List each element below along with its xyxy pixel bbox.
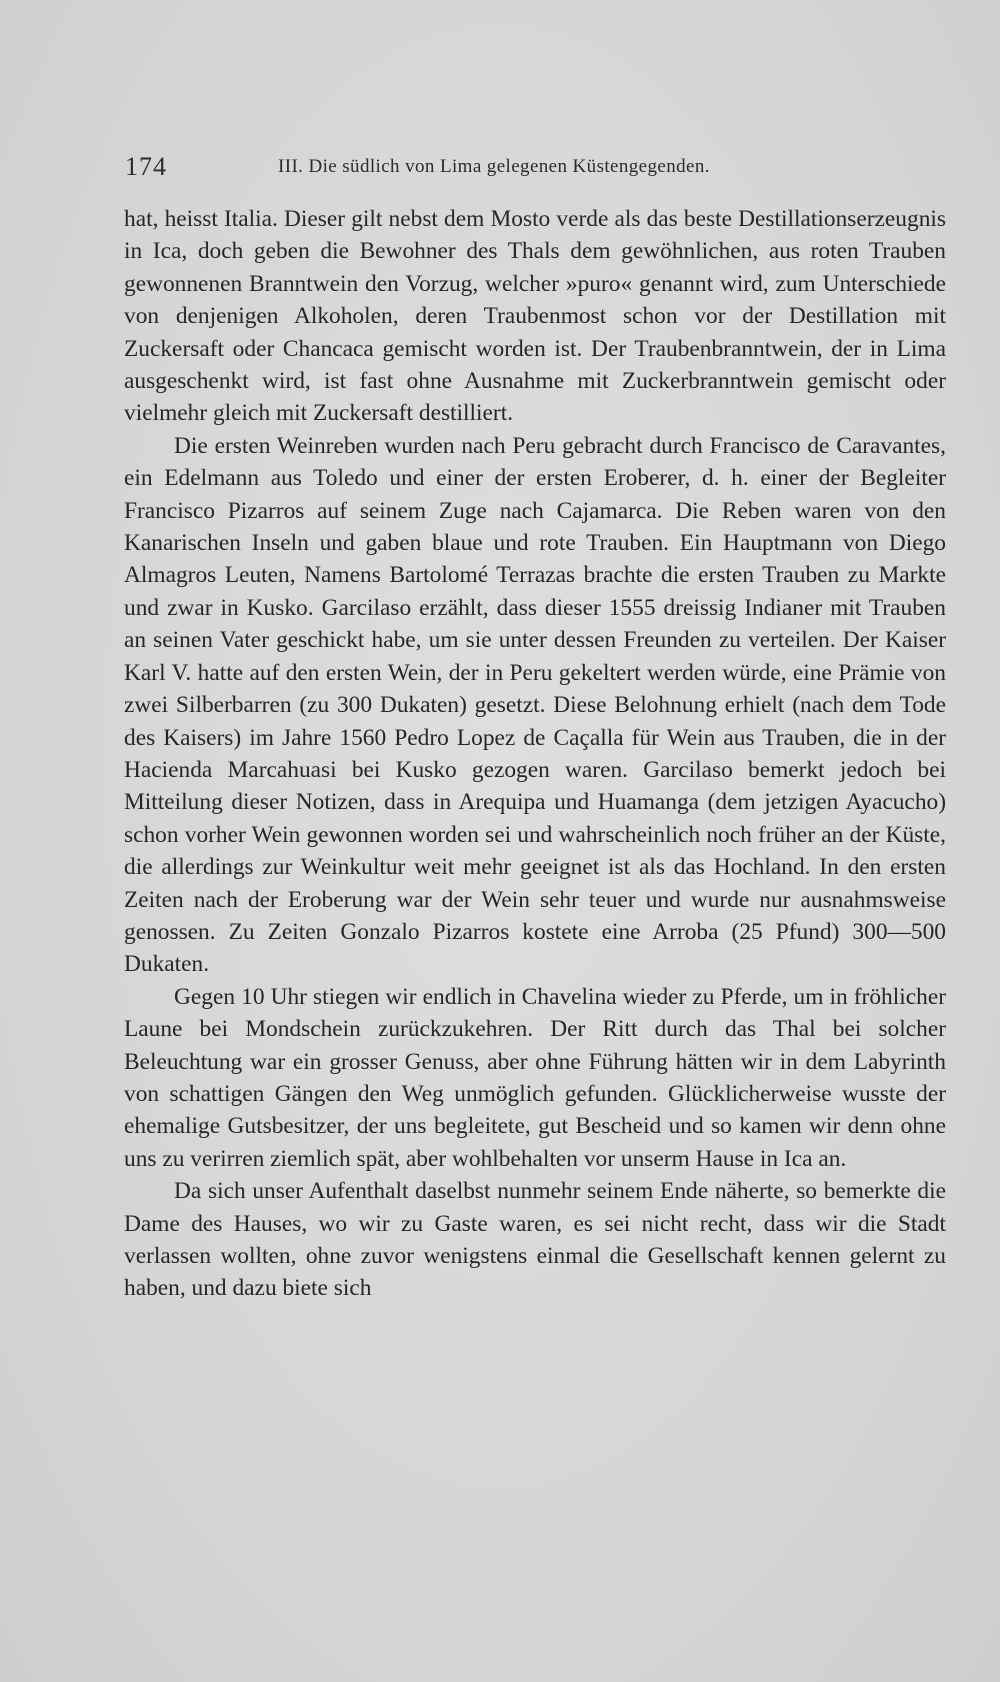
paragraph: Gegen 10 Uhr stiegen wir endlich in Chavelina wieder zu Pferde, um in fröhlicher Laune bei Mondschein zurückzukehren. Der Ritt durch das Thal bei solcher Beleuchtung war ein grosser Genuss, aber ohne Führung hätten wir in dem Labyrinth von schattigen Gängen den Weg unmöglich gefunden. Glücklicherweise wusste der ehemalige Gutsbesitzer, der uns begleitete, gut Bescheid und so kamen wir denn ohne uns zu verirren ziemlich spät, aber wohlbehalten vor unserm Hause in Ica an. (124, 983, 946, 1172)
page-header (125, 152, 945, 188)
paragraph: Die ersten Weinreben wurden nach Peru gebracht durch Francisco de Caravantes, ein Edelmann aus Toledo und einer der ersten Eroberer, d. h. einer der Begleiter Francisco Pizarros auf seinem Zuge nach Cajamarca. Die Reben waren von den Kanarischen Inseln und gaben blaue und rote Trauben. Ein Hauptmann von Diego Almagros Leuten, Namens Bartolomé Terrazas brachte die ersten Trauben zu Markte und zwar in Kusko. Garcilaso erzählt, dass dieser 1555 dreissig Indianer mit Trauben an seinen Vater geschickt habe, um sie unter dessen Freunden zu verteilen. Der Kaiser Karl V. hatte auf den ersten Wein, der in Peru gekeltert werden würde, eine Prämie von zwei Silberbarren (zu 300 Dukaten) gesetzt. Diese Belohnung erhielt (nach dem Tode des Kaisers) im Jahre 1560 Pedro Lopez de Caçalla für Wein aus Trauben, die in der Hacienda Marcahuasi bei Kusko gezogen waren. Garcilaso bemerkt jedoch bei Mitteilung dieser Notizen, dass in Arequipa und Huamanga (dem jetzigen Ayacucho) schon vorher Wein gewonnen worden sei und wahrscheinlich noch früher an der Küste, die allerdings zur Weinkultur weit mehr geeignet ist als das Hochland. In den ersten Zeiten nach der Eroberung war der Wein sehr teuer und wurde nur ausnahmsweise genossen. Zu Zeiten Gonzalo Pizarros kostete eine Arroba (25 Pfund) 300—500 Dukaten. (124, 432, 946, 978)
body-text (124, 203, 946, 1305)
paragraph: hat, heisst Italia. Dieser gilt nebst dem Mosto verde als das beste Destillationserzeugnis in Ica, doch geben die Bewohner des Thals dem gewöhnlichen, aus roten Trauben gewonnenen Branntwein den Vorzug, welcher »puro« genannt wird, zum Unterschiede von denjenigen Alkoholen, deren Traubenmost schon vor der Destillation mit Zuckersaft oder Chancaca gemischt worden ist. Der Traubenbranntwein, der in Lima ausgeschenkt wird, ist fast ohne Ausnahme mit Zuckerbranntwein gemischt oder vielmehr gleich mit Zuckersaft destilliert. (124, 206, 946, 427)
running-head: III. Die südlich von Lima gelegenen Küstengegenden. (278, 156, 710, 177)
page-number: 174 (125, 152, 167, 181)
paragraph: Da sich unser Aufenthalt daselbst nunmehr seinem Ende näherte, so bemerkte die Dame des Hauses, wo wir zu Gaste waren, es sei nicht recht, dass wir die Stadt verlassen wollten, ohne zuvor wenigstens einmal die Gesellschaft kennen gelernt zu haben, und dazu biete sich (124, 1178, 946, 1302)
